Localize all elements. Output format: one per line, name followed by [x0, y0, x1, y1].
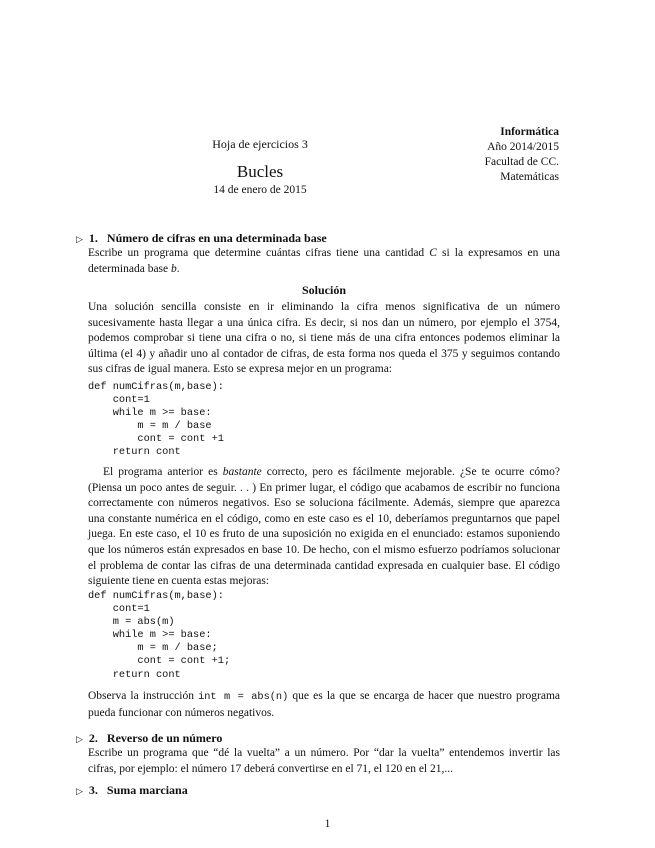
page-number: 1 [324, 818, 331, 830]
code-block-2: def numCifras(m,base): cont=1 m = abs(m) while m >= base: m = m / base; cont = cont +1; return cont [88, 590, 231, 681]
paragraph-text: correcto, pero es fácilmente mejorable. ¿Se te ocurre cómo? (Piensa un poco antes de seguir. . . ) En primer lugar, el código que acabamos de escribir no funciona correctamente con números negativos. Eso se soluciona fácilmente. Además, siempre que aparezca una constante numérica en el código, como en este caso es el 10, deberíamos preguntarnos que papel juega. En este caso, el 10 es fruto de una suposición no exigida en el enunciado: estamos suponiendo que los números están expresados en base 10. De hecho, con el mismo esfuerzo podríamos solucionar el problema de contar las cifras de una determinada cantidad expresada en cualquier base. El código siguiente tiene en cuenta estas mejoras: [88, 466, 560, 588]
paragraph-text: El programa anterior es [103, 466, 223, 478]
document-date: 14 de enero de 2015 [213, 184, 307, 196]
section-2-heading [76, 731, 222, 746]
section-number: 3. [88, 783, 98, 797]
code-block-1: def numCifras(m,base): cont=1 while m >= base: m = m / base cont = cont +1 return cont [88, 381, 224, 459]
year-label: Año 2014/2015 [487, 141, 559, 153]
triangle-marker-icon: ▷ [76, 234, 83, 244]
sheet-label: Hoja de ejercicios 3 [212, 137, 308, 151]
variable-b: b [171, 262, 177, 275]
paragraph-text: Observa la instrucción [88, 690, 199, 702]
solution-paragraph: Una solución sencilla consiste en ir eliminando la cifra menos significativa de un número sucesivamente hasta llegar a una única cifra. Es decir, si nos dan un número, por ejemplo el 3754, podemos comprobar si tiene una cifra o no, si tiene más de una cifra entonces podemos eliminar la última (el 4) y añadir uno al contador de cifras, de esta forma nos queda el 375 y seguimos contando sus cifras de igual manera. Esto se expresa mejor en un programa: [88, 301, 560, 376]
emphasis-text: bastante [222, 466, 262, 478]
solution-paragraph-2 [88, 465, 560, 590]
solution-heading: Solución [301, 283, 346, 297]
faculty-line-1: Facultad de CC. [484, 156, 559, 168]
section-title: Reverso de un número [106, 731, 223, 745]
section-title: Suma marciana [106, 783, 188, 797]
section-3-heading [76, 783, 188, 798]
statement-text: . [176, 262, 180, 275]
statement-text: Escribe un programa que determine cuántas cifras tiene una cantidad [88, 247, 430, 259]
section-number: 2. [88, 731, 98, 745]
triangle-marker-icon: ▷ [76, 786, 83, 796]
section-2-statement: Escribe un programa que “dé la vuelta” a un número. Por “dar la vuelta” entendemos invertir las cifras, por ejemplo: el número 17 deberá convertirse en el 71, el 120 en el 21,... [88, 747, 560, 775]
triangle-marker-icon: ▷ [76, 734, 83, 744]
section-title: Número de cifras en una determinada base [106, 231, 327, 245]
faculty-line-2: Matemáticas [500, 171, 559, 183]
statement-text: si la expresamos en una determinada base [88, 247, 561, 275]
solution-paragraph-3 [88, 689, 560, 721]
variable-c: C [429, 247, 437, 259]
document-title: Bucles [236, 162, 284, 181]
header-right-block [485, 125, 559, 185]
subject-label: Informática [500, 126, 559, 138]
section-1-statement [88, 246, 560, 277]
paragraph-text: que es la que se encarga de hacer que nuestro programa pueda funcionar con números negativos. [88, 690, 561, 719]
section-number: 1. [88, 231, 98, 245]
section-1-heading [76, 231, 327, 246]
inline-code: int m = abs(n) [198, 691, 289, 703]
